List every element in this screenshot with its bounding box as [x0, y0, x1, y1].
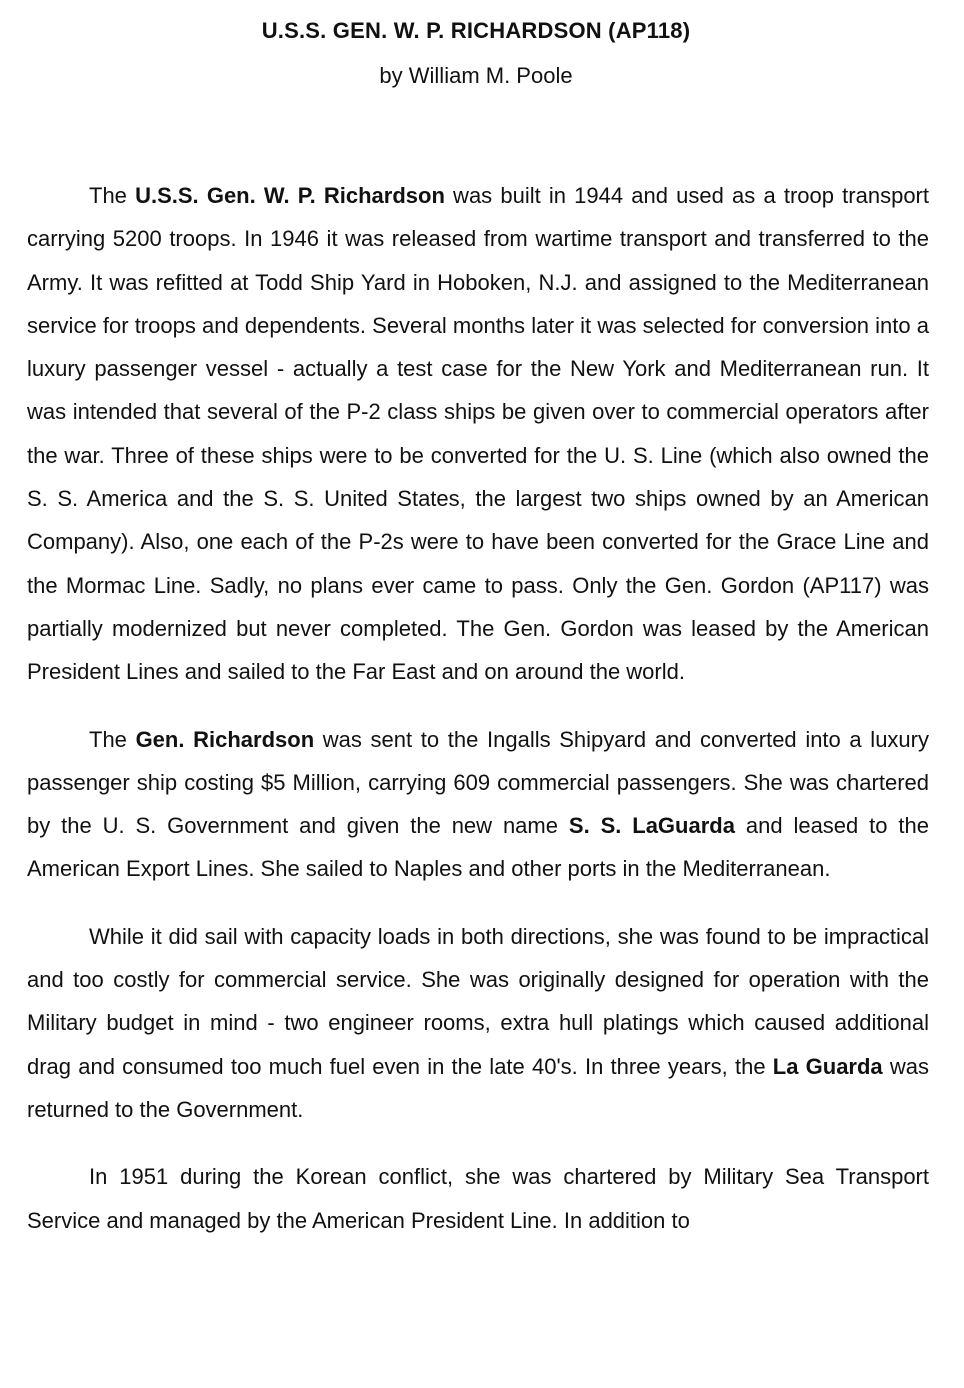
paragraph-2-part-1: The [89, 726, 136, 752]
ship-name-ss-laguarda: S. S. LaGuarda [568, 813, 735, 839]
paragraph-3 [27, 915, 929, 1131]
document-title: U.S.S. GEN. W. P. RICHARDSON (AP118) [261, 18, 691, 43]
paragraph-3-part-1: While it did sail with capacity loads in both directions, she was found to be impractical and too costly for commercial service. She was originally designed for operation with the Military budget in mind - two engineer rooms, extra hull platings which caused additional drag and consumed too much fuel even in the late 40's. In three years, the [27, 923, 929, 1079]
paragraph-2-part-5: and leased to the American Export Lines. She sailed to Naples and other ports in the Mediterranean. [27, 813, 929, 882]
ship-name-la-guarda: La Guarda [772, 1053, 883, 1079]
paragraph-4 [27, 1155, 929, 1242]
paragraph-2-part-3: was sent to the Ingalls Shipyard and converted into a luxury passenger ship costing $5 Million, carrying 609 commercial passengers. She was chartered by the U. S. Government and given the new name [27, 726, 929, 839]
paragraph-2 [27, 718, 929, 891]
paragraph-3-part-3: was returned to the Government. [27, 1053, 929, 1122]
paragraph-1-part-3: was built in 1944 and used as a troop transport carrying 5200 troops. In 1946 it was released from wartime transport and transferred to the Army. It was refitted at Todd Ship Yard in Hoboken, N.J. and assigned to the Mediterranean service for troops and dependents. Several months later it was selected for conversion into a luxury passenger vessel - actually a test case for the New York and Mediterranean run. It was intended that several of the P-2 class ships be given over to commercial operators after the war. Three of these ships were to be converted for the U. S. Line (which also owned the S. S. America and the S. S. United States, the largest two ships owned by an American Company). Also, one each of the P-2s were to have been converted for the Grace Line and the Mormac Line. Sadly, no plans ever came to pass. Only the Gen. Gordon (AP117) was partially modernized but never completed. The Gen. Gordon was leased by the American President Lines and sailed to the Far East and on around the world. [27, 183, 929, 685]
paragraph-1 [27, 174, 929, 694]
paragraph-4-part-1: In 1951 during the Korean conflict, she was chartered by Military Sea Transport Service and managed by the American President Line. In addition to [27, 1164, 929, 1233]
ship-name-uss-gen-wp-richardson: U.S.S. Gen. W. P. Richardson [135, 183, 445, 208]
ship-name-gen-richardson: Gen. Richardson [135, 726, 315, 752]
document-body [27, 174, 929, 1242]
document-byline: by William M. Poole [379, 63, 573, 88]
paragraph-1-part-1: The [89, 183, 136, 208]
